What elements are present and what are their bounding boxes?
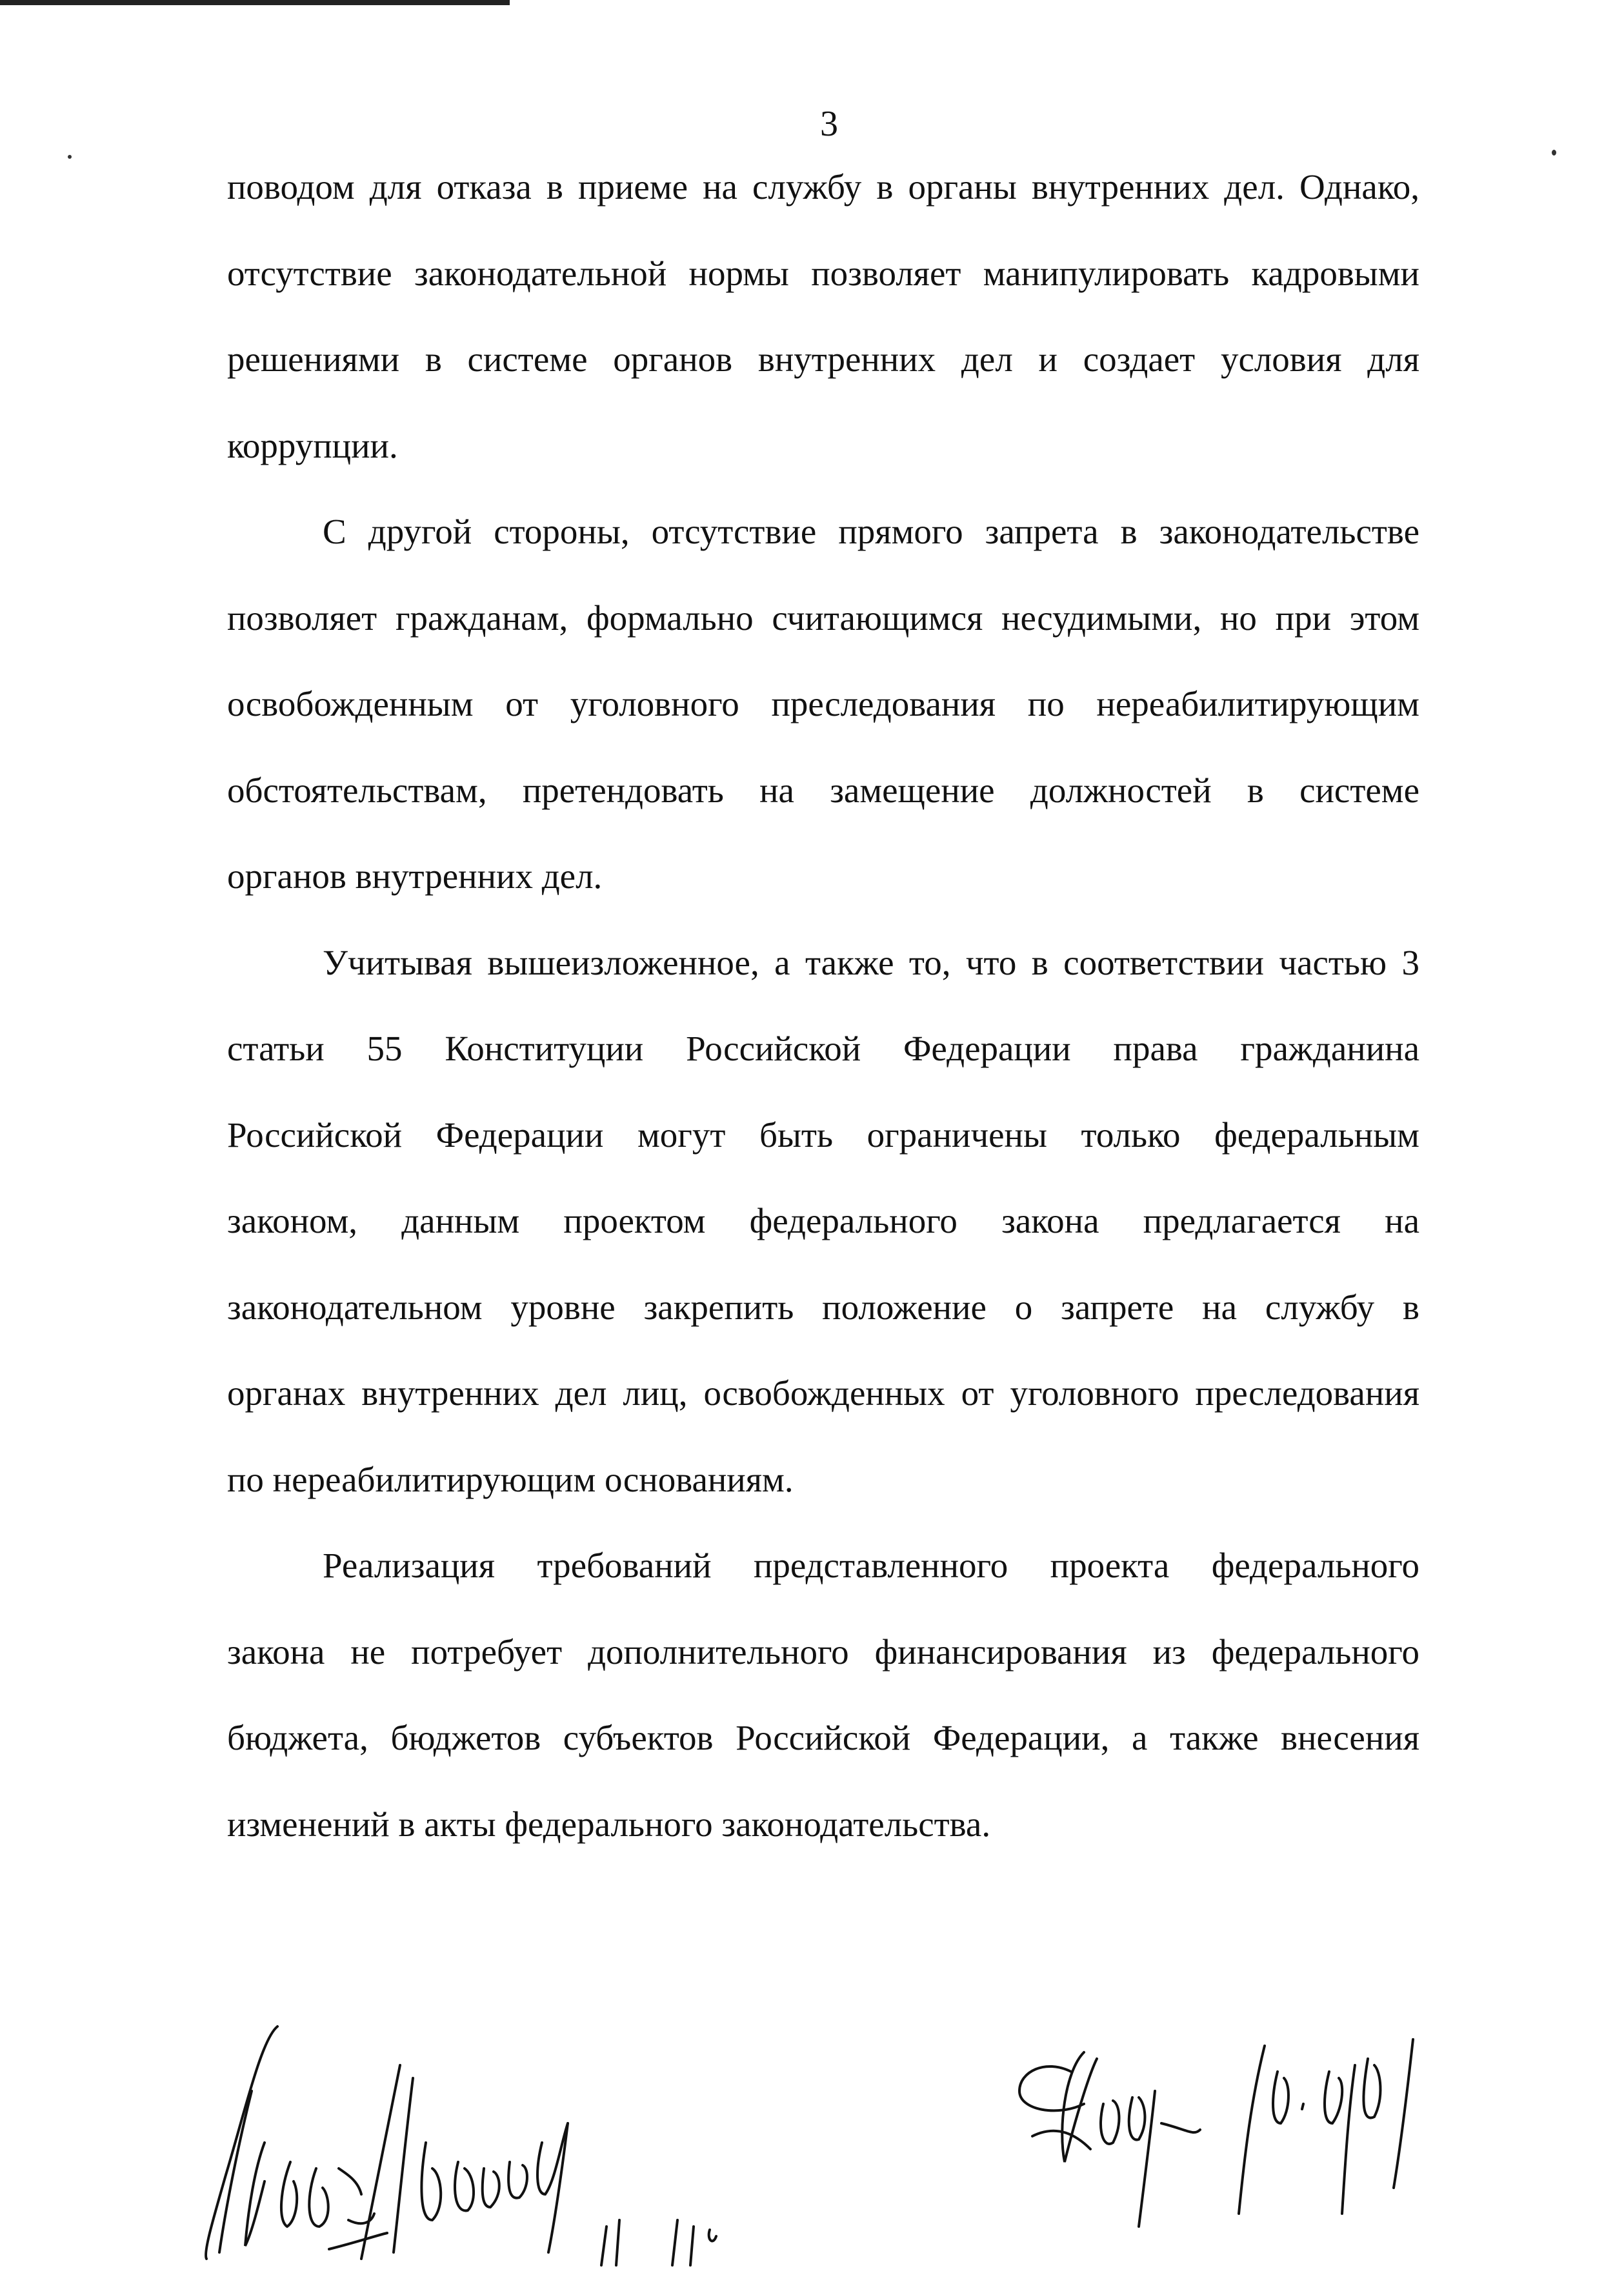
document-body: [227, 163, 1419, 1886]
text-line: отсутствие законодательной нормы позволяет манипулировать кадровыми: [227, 253, 1419, 293]
text-line: органах внутренних дел лиц, освобожденных от уголовного преследования: [227, 1373, 1419, 1413]
text-line: освобожденным от уголовного преследования по нереабилитирующим: [227, 684, 1419, 723]
text-line: поводом для отказа в приеме на службу в органы внутренних дел. Однако,: [227, 167, 1419, 207]
scan-speck: [1552, 150, 1556, 156]
text-line: законодательном уровне закрепить положение о запрете на службу в: [227, 1287, 1419, 1327]
text-line: закона не потребует дополнительного финансирования из федерального: [227, 1632, 1419, 1672]
text-line: С другой стороны, отсутствие прямого запрета в законодательстве: [323, 512, 1419, 551]
signature-right: [994, 2033, 1549, 2265]
text-line: обстоятельствам, претендовать на замещение должностей в системе: [227, 770, 1419, 810]
text-line: позволяет гражданам, формально считающимся несудимыми, но при этом: [227, 598, 1419, 638]
text-line: Учитывая вышеизложенное, а также то, что в соответствии частью 3: [323, 942, 1419, 982]
text-line: законом, данным проектом федерального закона предлагается на: [227, 1201, 1419, 1240]
signature-left: [116, 2014, 761, 2272]
text-line: коррупции.: [227, 425, 398, 465]
text-line: решениями в системе органов внутренних дел и создает условия для: [227, 339, 1419, 379]
text-line: статьи 55 Конституции Российской Федерации права гражданина: [227, 1029, 1419, 1068]
text-line: по нереабилитирующим основаниям.: [227, 1459, 794, 1499]
scan-speck: [68, 155, 72, 159]
text-line: органов внутренних дел.: [227, 856, 603, 896]
text-line: Российской Федерации могут быть ограничены только федеральным: [227, 1115, 1419, 1155]
text-line: бюджета, бюджетов субъектов Российской Федерации, а также внесения: [227, 1718, 1419, 1757]
page-number: 3: [820, 104, 838, 144]
scan-artifact-line: [0, 0, 510, 5]
text-line: Реализация требований представленного проекта федерального: [323, 1546, 1419, 1585]
text-line: изменений в акты федерального законодательства.: [227, 1804, 991, 1844]
